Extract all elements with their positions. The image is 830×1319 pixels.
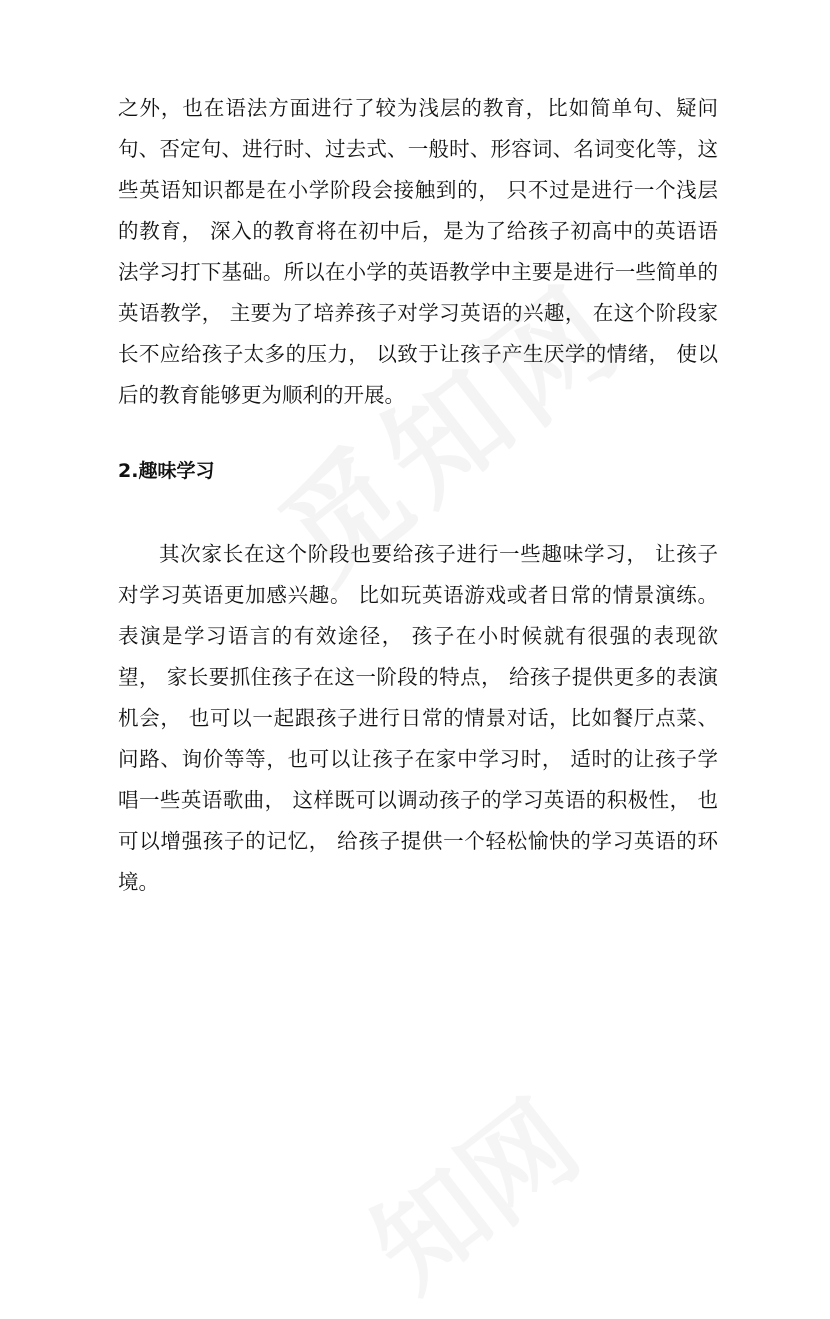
paragraph-continuation: 之外，也在语法方面进行了较为浅层的教育，比如简单句、疑问句、否定句、进行时、过去式、一般时、形容词、名词变化等，这些英语知识都是在小学阶段会接触到的， 只不过是进行一个浅层的教育， 深入的教育将在初中后，是为了给孩子初高中的英语语法学习打下基础。所以在小学的英语教学中主要是进行一些简单的英语教学， 主要为了培养孩子对学习英语的兴趣， 在这个阶段家长不应给孩子太多的压力， 以致于让孩子产生厌学的情绪， 使以后的教育能够更为顺利的开展。 bbox=[118, 96, 718, 407]
paragraph-fun-learning: 其次家长在这个阶段也要给孩子进行一些趣味学习， 让孩子对学习英语更加感兴趣。 比如玩英语游戏或者日常的情景演练。 表演是学习语言的有效途径， 孩子在小时候就有很强的表现欲望， 家长要抓住孩子在这一阶段的特点， 给孩子提供更多的表演机会， 也可以一起跟孩子进行日常的情景对话，比如餐厅点菜、问路、询价等等，也可以让孩子在家中学习时， 适时的让孩子学唱一些英语歌曲， 这样既可以调动孩子的学习英语的积极性， 也可以增强孩子的记忆， 给孩子提供一个轻松愉快的学习英语的环境。 bbox=[118, 542, 718, 894]
document-body bbox=[118, 88, 718, 903]
watermark-bottom bbox=[335, 1059, 606, 1319]
section-heading: 2.趣味学习 bbox=[118, 460, 215, 482]
